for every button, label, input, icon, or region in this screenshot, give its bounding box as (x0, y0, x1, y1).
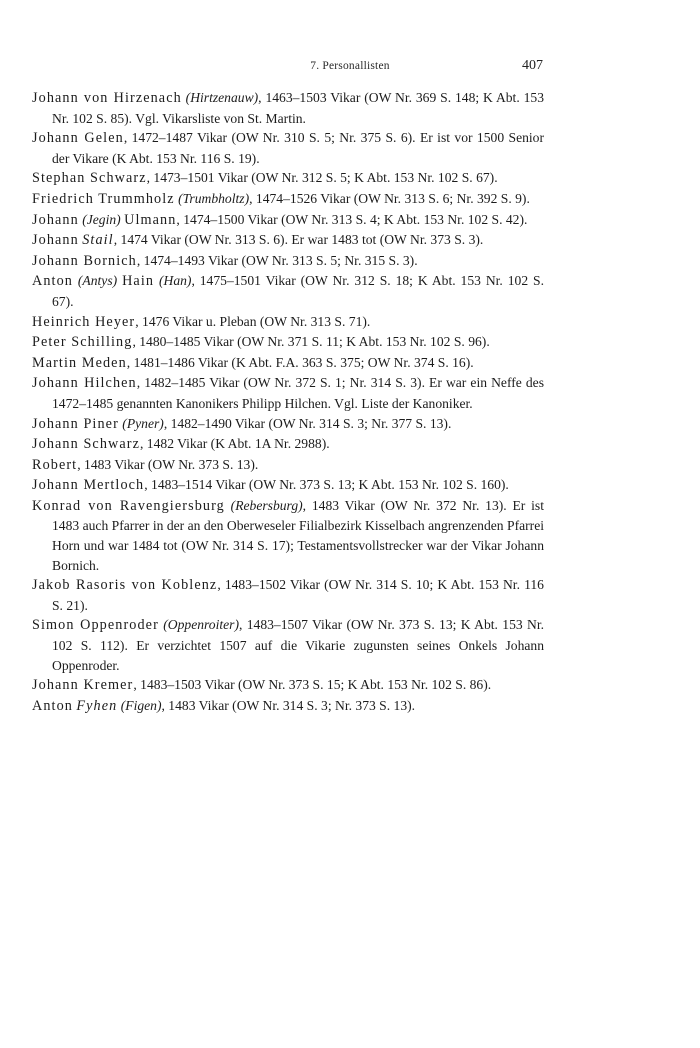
list-entry (32, 271, 544, 311)
entry-surname: Ulmann (124, 211, 177, 228)
entry-name: Robert (32, 456, 78, 473)
entry-name: Johann Piner (32, 415, 119, 432)
entry-name: Johann von Hirzenach (32, 90, 182, 106)
entry-text: , 1482–1490 Vikar (OW Nr. 314 S. 3; Nr. 377 S. 13). (163, 415, 452, 431)
entry-text: , 1483–1507 Vikar (OW Nr. 373 S. 13; K Abt. 153 Nr. 102 S. 112). Er verzichtet 1507 auf die Vikarie zugunsten seines Onkels Johann Oppenroder. (52, 617, 544, 673)
entry-text: , 1476 Vikar u. Pleban (OW Nr. 313 S. 71). (135, 313, 371, 329)
list-entry (32, 332, 544, 353)
entry-surname: Fyhen (76, 697, 118, 714)
entry-first-name: Anton (32, 273, 73, 290)
entry-text: , 1483–1503 Vikar (OW Nr. 373 S. 15; K Abt. 153 Nr. 102 S. 86). (133, 677, 492, 693)
list-entry (32, 128, 544, 168)
entry-name-variant: (Trumbholtz) (178, 190, 250, 206)
entry-name: Simon Oppenroder (32, 617, 159, 634)
entry-text: , 1463–1503 Vikar (OW Nr. 369 S. 148; K Abt. 153 Nr. 102 S. 85). Vgl. Vikarsliste von St. Martin. (52, 90, 544, 126)
list-entry (32, 696, 544, 717)
entry-first-name: Johann (32, 211, 79, 228)
entry-name: Stephan Schwarz (32, 170, 147, 187)
entry-name: Konrad von Ravengiersburg (32, 497, 225, 514)
entry-text: , 1483 Vikar (OW Nr. 373 S. 13). (77, 456, 259, 472)
entry-text: , 1474–1526 Vikar (OW Nr. 313 S. 6; Nr. 392 S. 9). (249, 190, 530, 206)
entry-first-name: Johann (32, 232, 79, 249)
entry-text: , 1480–1485 Vikar (OW Nr. 371 S. 11; K Abt. 153 Nr. 102 S. 96). (132, 334, 490, 350)
entry-name: Martin Meden (32, 354, 127, 371)
list-entry (32, 434, 544, 455)
list-entry (32, 353, 544, 374)
entry-name-variant: (Oppenroiter) (163, 617, 240, 633)
entry-name-variant: (Jegin) (82, 211, 121, 227)
entry-text: , 1483–1502 Vikar (OW Nr. 314 S. 10; K Abt. 153 Nr. 116 S. 21). (52, 577, 544, 613)
entry-name-variant: (Hirtzenauw) (185, 90, 259, 105)
entry-text: , 1481–1486 Vikar (K Abt. F.A. 363 S. 375; OW Nr. 374 S. 16). (126, 354, 474, 370)
entry-text: , 1474 Vikar (OW Nr. 313 S. 6). Er war 1483 tot (OW Nr. 373 S. 3). (113, 232, 484, 248)
entry-name: Johann Gelen (32, 130, 124, 147)
list-entry (32, 373, 544, 413)
list-entry (32, 168, 544, 189)
list-entry (32, 230, 544, 251)
entry-name-variant: (Rebersburg) (230, 497, 303, 513)
entry-name: Johann Hilchen (32, 375, 137, 392)
entry-text: , 1472–1487 Vikar (OW Nr. 310 S. 5; Nr. 375 S. 6). Er ist vor 1500 Senior der Vikare (K Abt. 153 Nr. 116 S. 19). (52, 130, 544, 166)
list-entry (32, 210, 544, 231)
entry-name: Friedrich Trummholz (32, 190, 175, 207)
entry-name-variant: (Han) (158, 273, 192, 289)
list-entry (32, 414, 544, 435)
list-entry (32, 312, 544, 333)
vicar-list (32, 88, 544, 716)
entry-text: , 1474–1493 Vikar (OW Nr. 313 S. 5; Nr. 315 S. 3). (136, 252, 418, 268)
entry-name: Johann Bornich (32, 252, 137, 269)
entry-surname: Hain (122, 273, 155, 290)
entry-text: , 1482 Vikar (K Abt. 1A Nr. 2988). (140, 436, 330, 452)
list-entry (32, 575, 544, 615)
entry-name: Jakob Rasoris von Koblenz (32, 577, 218, 594)
entry-surname: Stail (82, 232, 114, 249)
list-entry (32, 615, 544, 675)
entry-name-variant: (Figen) (120, 697, 162, 713)
entry-name: Johann Schwarz (32, 436, 140, 453)
entry-text: , 1474–1500 Vikar (OW Nr. 313 S. 4; K Abt. 153 Nr. 102 S. 42). (176, 211, 528, 227)
entry-name-variant: (Pyner) (122, 415, 164, 431)
entry-name: Peter Schilling (32, 334, 133, 351)
entry-text: , 1482–1485 Vikar (OW Nr. 372 S. 1; Nr. 314 S. 3). Er war ein Neffe des 1472–1485 genannten Kanonikers Philipp Hilchen. Vgl. Liste der Kanoniker. (52, 375, 544, 411)
entry-name: Johann Kremer (32, 677, 134, 694)
list-entry (32, 475, 544, 496)
entry-name: Heinrich Heyer (32, 313, 136, 330)
list-entry (32, 496, 544, 575)
entry-name: Johann Mertloch (32, 477, 145, 494)
section-title: 7. Personallisten (310, 60, 390, 72)
page-number: 407 (522, 58, 543, 73)
entry-text: , 1483 Vikar (OW Nr. 314 S. 3; Nr. 373 S. 13). (161, 697, 416, 713)
list-entry (32, 88, 544, 128)
entry-text: , 1483 Vikar (OW Nr. 372 Nr. 13). Er ist 1483 auch Pfarrer in der an den Oberweseler Filialbezirk Kisselbach angrenzenden Pfarrei Horn und war 1484 tot (OW Nr. 314 S. 17); Testamentsvollstrecker war der Vikar Johann Bornich. (52, 497, 544, 573)
entry-name-variant: (Antys) (77, 273, 118, 289)
entry-text: , 1473–1501 Vikar (OW Nr. 312 S. 5; K Abt. 153 Nr. 102 S. 67). (146, 170, 498, 186)
entry-text: , 1475–1501 Vikar (OW Nr. 312 S. 18; K Abt. 153 Nr. 102 S. 67). (52, 273, 544, 309)
list-entry (32, 675, 544, 696)
running-head (0, 58, 700, 78)
list-entry (32, 251, 544, 272)
list-entry (32, 189, 544, 210)
entry-text: , 1483–1514 Vikar (OW Nr. 373 S. 13; K Abt. 153 Nr. 102 S. 160). (144, 477, 509, 493)
entry-first-name: Anton (32, 697, 73, 714)
list-entry (32, 455, 544, 476)
